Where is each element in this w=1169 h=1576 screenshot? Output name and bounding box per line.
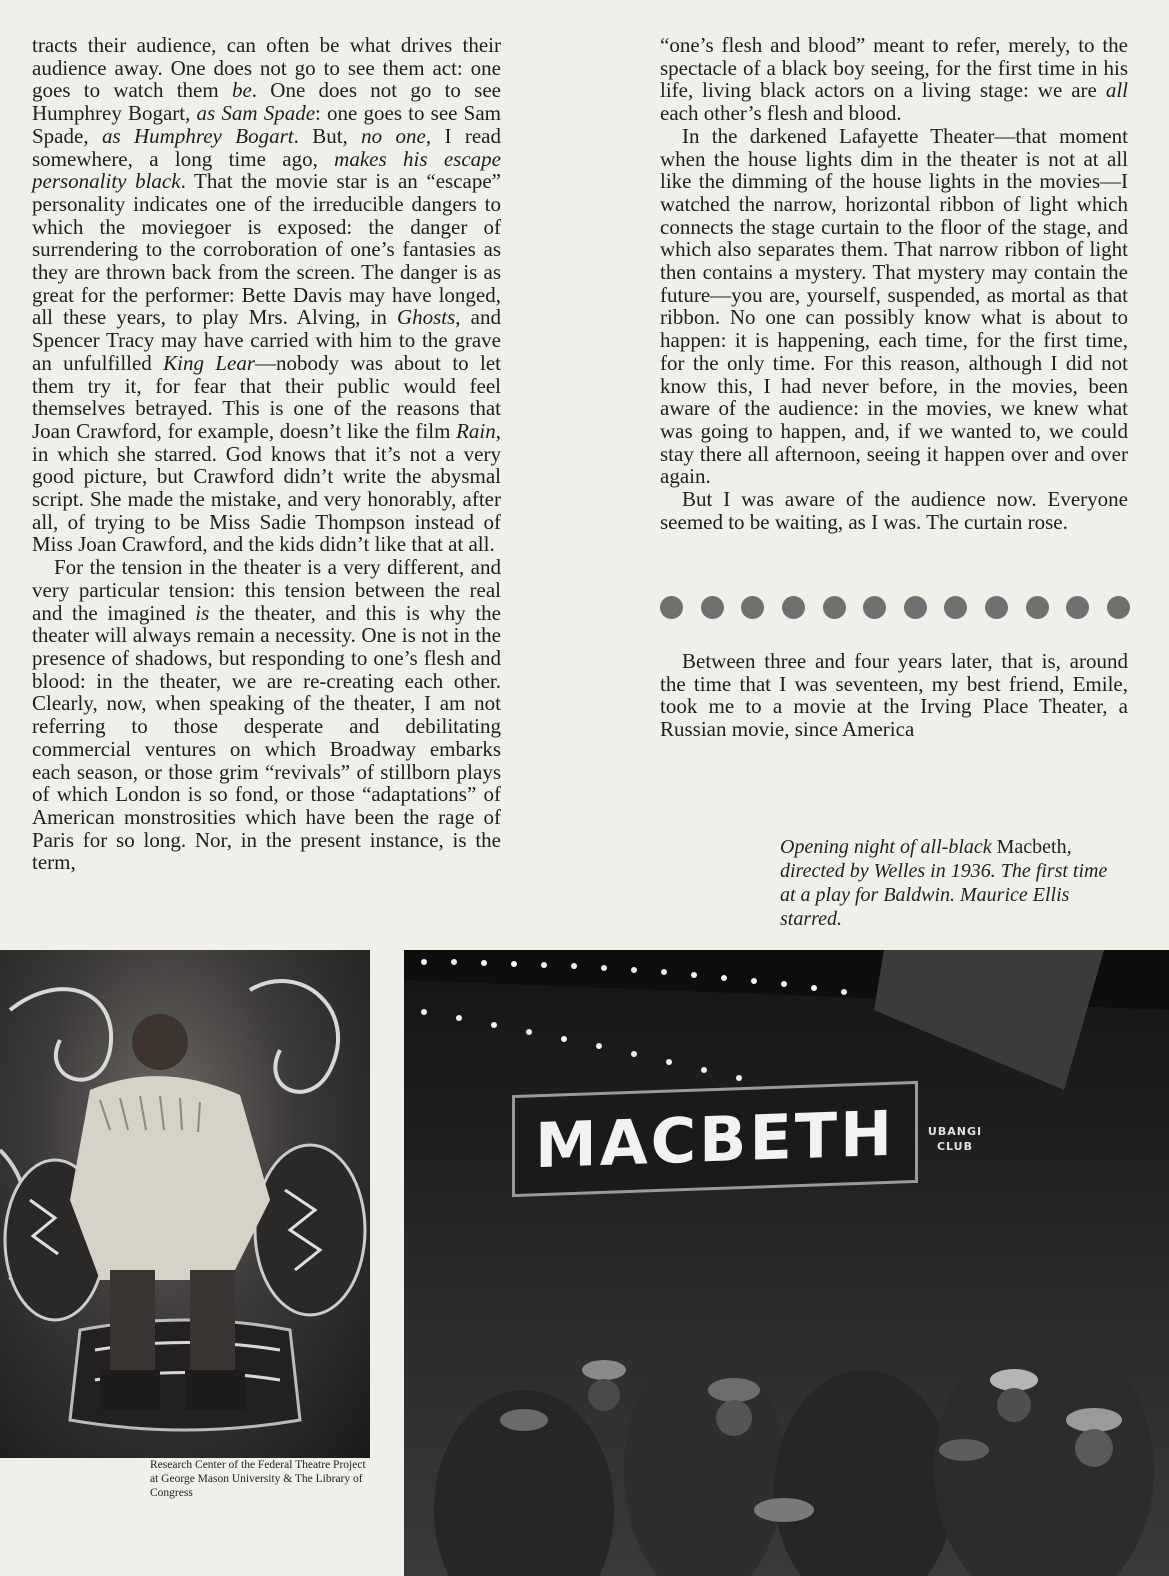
club-sign-line-1: UBANGI bbox=[927, 1125, 983, 1138]
paragraph-right-4 bbox=[660, 650, 1128, 741]
paragraph-right-2 bbox=[660, 125, 1128, 488]
text-run: Macbeth bbox=[996, 836, 1067, 858]
text-run: For the tension in the theater is a very different, and very particular tension: this tension between the real and the imagined bbox=[32, 555, 501, 625]
throne-illustration bbox=[0, 950, 370, 1458]
hat-icon bbox=[500, 1409, 548, 1431]
photo-actor-on-throne bbox=[0, 950, 370, 1458]
bullet-dot-icon bbox=[701, 596, 724, 619]
italic-text-run: be bbox=[231, 78, 252, 103]
text-run: , and Spencer Tracy may have carried with him to the grave an unfulfilled bbox=[32, 305, 501, 375]
ubangi-club-sign bbox=[910, 1122, 1000, 1172]
hat-icon bbox=[754, 1498, 814, 1522]
paragraph-right-1 bbox=[660, 34, 1128, 125]
figure-head bbox=[132, 1014, 188, 1070]
paragraph-left-1 bbox=[32, 34, 501, 556]
text-run: . But, bbox=[293, 123, 362, 148]
hat-icon bbox=[939, 1439, 989, 1461]
crowd bbox=[434, 1330, 1154, 1576]
italic-text-run: is bbox=[195, 600, 210, 625]
left-text-column bbox=[32, 34, 501, 874]
photo-credit: Research Center of the Federal Theatre Project at George Mason University & The Library of Congress bbox=[150, 1459, 366, 1499]
hat-icon bbox=[1066, 1408, 1122, 1432]
text-run: each other’s flesh and blood. bbox=[660, 101, 902, 126]
text-run: tracts their audience, can often be what drives their audience away. One does not go to see them act: one goes to watch them bbox=[32, 33, 501, 103]
text-run: Between three and four years later, that is, around the time that I was seventeen, my best friend, Emile, took me to a movie at the Irving Place Theater, a Russian movie, since America bbox=[660, 649, 1128, 742]
bullet-dot-icon bbox=[741, 596, 764, 619]
text-run: “one’s flesh and blood” meant to refer, merely, to the spectacle of a black boy seeing, for the first time in his life, living black actors on a living stage: we are bbox=[660, 33, 1128, 103]
throne-right-wing bbox=[255, 1145, 365, 1315]
text-run: , in which she starred. God knows that it’s not a very good picture, but Crawford didn’t write the abysmal script. She made the mistake, and very honorably, after all, of trying to be Miss Sadie Thompson instead of Miss Joan Crawford, and the kids didn’t like that at all. bbox=[32, 418, 501, 557]
italic-text-run: no one bbox=[361, 123, 426, 148]
bullet-dot-icon bbox=[660, 596, 683, 619]
ornament-swirl bbox=[10, 989, 111, 1079]
bullet-dot-icon bbox=[1026, 596, 1049, 619]
photo-caption bbox=[780, 835, 1120, 931]
marquee-side-panel bbox=[874, 950, 1104, 1090]
italic-text-run: makes his escape personality black bbox=[32, 146, 501, 194]
bullet-dot-icon bbox=[985, 596, 1008, 619]
text-run: , directed by Welles in 1936. The first time at a play for Baldwin. Maurice Ellis starred. bbox=[780, 836, 1108, 930]
text-run: —nobody was about to let them try it, for fear that their public would feel themselves betrayed. This is one of the reasons that Joan Crawford, for example, doesn’t like the film bbox=[32, 350, 502, 443]
hat-icon bbox=[582, 1360, 626, 1380]
bullet-dot-icon bbox=[823, 596, 846, 619]
bullet-dot-icon bbox=[1066, 596, 1089, 619]
paragraph-right-3 bbox=[660, 488, 1128, 533]
italic-text-run: as Sam Spade bbox=[196, 101, 316, 126]
figure-boot-left bbox=[100, 1370, 160, 1410]
text-run: . That the movie star is an “escape” personality indicates one of the irreducible dangers to which the moviegoer is exposed: the danger of surrendering to the corroboration of one’s fantasies as they are thrown back from the screen. The danger is as great for the performer: Bette Davis may have longed, all these years, to play Mrs. Alving, in bbox=[32, 169, 502, 330]
photo-macbeth-marquee bbox=[404, 950, 1169, 1576]
section-break-dots bbox=[660, 592, 1130, 622]
paragraph-left-2 bbox=[32, 556, 501, 874]
bullet-dot-icon bbox=[1107, 596, 1130, 619]
bullet-dot-icon bbox=[944, 596, 967, 619]
italic-text-run: King Lear bbox=[163, 350, 256, 375]
figure-leg-left bbox=[110, 1270, 155, 1380]
text-run: , I read somewhere, a long time ago, bbox=[32, 123, 501, 171]
figure-costume bbox=[70, 1076, 270, 1280]
marquee-scene bbox=[404, 950, 1169, 1576]
ornament-swirl bbox=[250, 981, 338, 1092]
text-run: : one goes to see Sam Spade, bbox=[32, 101, 501, 148]
italic-text-run: Ghosts bbox=[396, 305, 456, 330]
right-text-column bbox=[660, 34, 1128, 533]
hat-icon bbox=[990, 1369, 1038, 1391]
club-sign-line-2: CLUB bbox=[936, 1140, 973, 1153]
text-run: Opening night of all-black bbox=[780, 836, 997, 858]
italic-text-run: Rain bbox=[456, 418, 496, 443]
hat-icon bbox=[708, 1378, 760, 1402]
text-run: But I was aware of the audience now. Everyone seemed to be waiting, as I was. The curtain rose. bbox=[660, 487, 1128, 534]
text-run: . One does not go to see Humphrey Bogart, bbox=[32, 78, 501, 126]
figure-leg-right bbox=[190, 1270, 235, 1380]
text-run: the theater, and this is why the theater will always remain a necessity. One is not in the presence of shadows, but responding to one’s flesh and blood: in the theater, we are re-creating each other. Clearly, now, when speaking of the theater, I am not referring to those desperate and debilitating commercial ventures on which Broadway embarks each season, or those grim “revivals” of stillborn plays of which London is so fond, or those “adaptations” of American monstrosities which have been the rage of Paris for so long. Nor, in the present instance, is the term, bbox=[32, 600, 501, 875]
bullet-dot-icon bbox=[782, 596, 805, 619]
figure-boot-right bbox=[185, 1370, 245, 1410]
right-text-column-continued bbox=[660, 650, 1128, 741]
marquee-title: MACBETH bbox=[535, 1096, 895, 1182]
text-run: In the darkened Lafayette Theater—that moment when the house lights dim in the theater is not at all like the dimming of the house lights in the movies—I watched the narrow, horizontal ribbon of light which connects the stage curtain to the floor of the stage, and which also separates them. That narrow ribbon of light then contains a mystery. That mystery may contain the future—you are, yourself, suspended, as mortal as that ribbon. No one can possibly know what is about to happen: it is happening, each time, for the first time, for the only time. For this reason, although I did not know this, I had never before, in the movies, been aware of the audience: in the movies, we knew what was going to happen, and, if we wanted to, we could stay there all afternoon, seeing it happen over and over again. bbox=[660, 123, 1128, 489]
italic-text-run: all bbox=[1105, 78, 1128, 103]
macbeth-marquee-sign bbox=[512, 1081, 918, 1197]
bullet-dot-icon bbox=[863, 596, 886, 619]
italic-text-run: as Humphrey Bogart bbox=[101, 123, 294, 148]
bullet-dot-icon bbox=[904, 596, 927, 619]
